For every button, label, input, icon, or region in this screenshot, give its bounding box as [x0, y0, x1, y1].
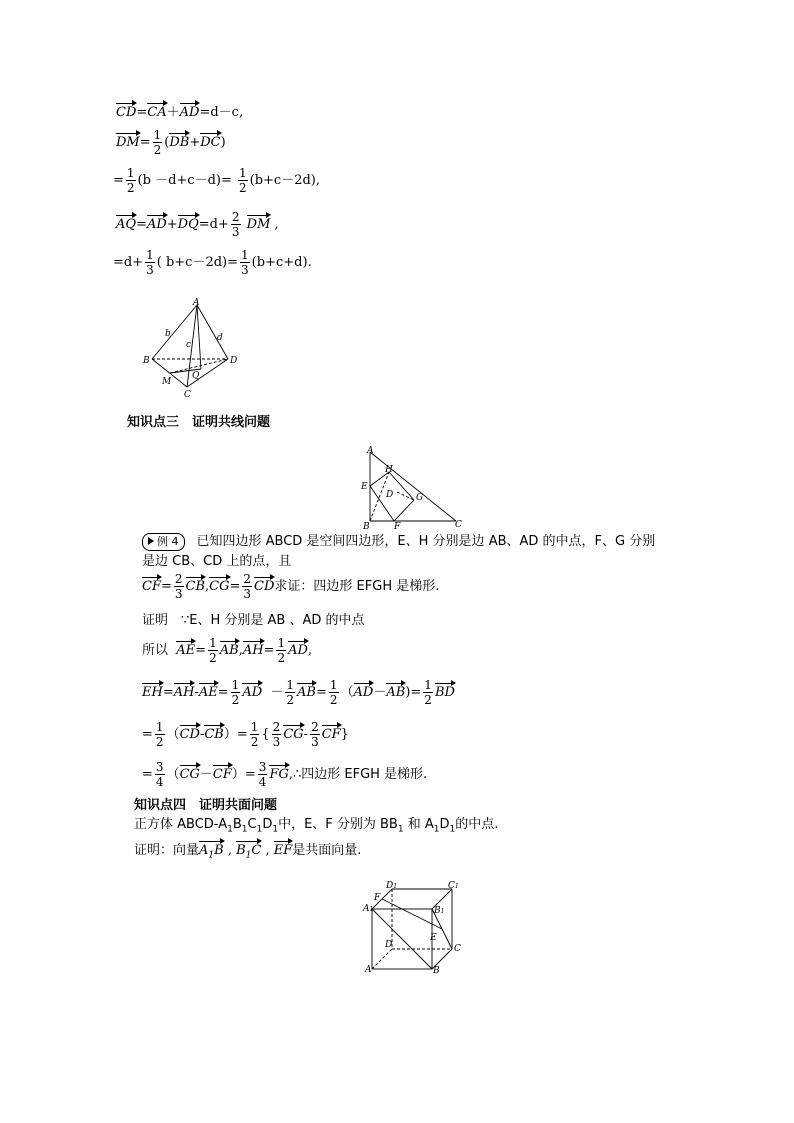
- vector-cf: CF: [142, 576, 161, 595]
- vector-ad: AD: [354, 682, 374, 701]
- proof-line5: = $\frac{3}{4}$ （CG－CF）= $\frac{3}{4}$ FG,∴四边形 EFGH 是梯形.: [142, 760, 428, 789]
- equation-pre: =d+: [198, 217, 229, 232]
- label-d-vec: d: [217, 333, 223, 343]
- vector-eh: EH: [142, 682, 163, 701]
- vector-ah: AH: [174, 682, 195, 701]
- vector-ab: AB: [386, 682, 405, 701]
- vector-cb: CB: [204, 724, 224, 743]
- vector-ae: AE: [199, 682, 218, 701]
- vector-ab: AB: [297, 682, 316, 701]
- vector-dq: DQ: [178, 214, 199, 233]
- label-m: M: [162, 377, 172, 387]
- label-e: E: [430, 933, 437, 943]
- label-c1: C1: [448, 881, 459, 891]
- label-c: C: [184, 390, 191, 398]
- fraction: $\frac{2}{3}$: [272, 720, 281, 749]
- vector-ae: AE: [176, 640, 195, 659]
- section-three-title: 知识点三 证明共线问题: [127, 415, 271, 430]
- vector-cd: CD: [116, 102, 136, 121]
- vector-ad: AD: [180, 102, 200, 121]
- vector-ah: AH: [243, 640, 264, 659]
- label-d: D: [386, 490, 394, 500]
- label-f: F: [394, 522, 401, 530]
- label-c-vec: c: [186, 340, 192, 350]
- vector-ad: AD: [147, 214, 167, 233]
- section-four-line2: 证明：向量$A_1B$ , $B_1C$ , EF是共面向量.: [134, 840, 361, 864]
- quadrilateral-figure: [358, 442, 470, 530]
- vector-cf: CF: [213, 764, 232, 783]
- fraction: $\frac{1}{2}$: [231, 678, 240, 707]
- label-f: F: [374, 893, 381, 903]
- fraction: $\frac{3}{4}$: [155, 760, 164, 789]
- vector-dm: DM: [247, 214, 271, 233]
- tetrahedron-figure: [135, 296, 245, 398]
- label-d: D: [230, 356, 238, 366]
- vector-cd: CD: [254, 576, 274, 595]
- vector-b1c: $B_1C$: [236, 840, 261, 864]
- label-a: A: [193, 298, 200, 308]
- fraction: $\frac{2}{3}$: [243, 572, 252, 601]
- label-a: A: [365, 965, 372, 975]
- label-a: A: [367, 446, 374, 456]
- vector-cd: CD: [180, 724, 200, 743]
- label-q: Q: [192, 371, 200, 381]
- fraction: $\frac{2}{3}$: [174, 572, 183, 601]
- label-d1: D1: [386, 881, 398, 891]
- equation-expand: = $\frac{1}{2}$ (b －d+c－d)= $\frac{1}{2}$ (b+c－2d),: [113, 166, 321, 195]
- vector-ab: AB: [220, 640, 239, 659]
- vector-cg: CG: [283, 724, 303, 743]
- label-e: E: [361, 482, 368, 492]
- equation-aq: AQ=AD+DQ=d+ $\frac{2}{3}$ DM ,: [116, 210, 279, 239]
- example-condition: CF= $\frac{2}{3}$ CB,CG= $\frac{2}{3}$ CD求证：四边形 EFGH 是梯形.: [142, 572, 440, 601]
- example-text: 已知四边形 ABCD 是空间四边形，E、H 分别是边 AB、AD 的中点，F、G 分别: [196, 534, 656, 549]
- proof-so: 所以: [142, 643, 169, 658]
- proof-conclusion: ∴四边形 EFGH 是梯形.: [292, 767, 428, 782]
- label-b: B: [143, 356, 150, 366]
- vector-fg: FG: [269, 764, 288, 783]
- label-b1: B1: [434, 906, 445, 916]
- fraction: $\frac{1}{2}$: [126, 166, 135, 195]
- fraction: $\frac{1}{3}$: [241, 248, 249, 277]
- proof-line4: = $\frac{1}{2}$ （CD-CB）= $\frac{1}{2}$ { $\frac{2}{3}$ CG- $\frac{2}{3}$ CF}: [142, 720, 349, 749]
- label-c: C: [455, 520, 462, 530]
- label-b-vec: b: [165, 329, 171, 339]
- proof-line1: 证明 ∵E、H 分别是 AB 、AD 的中点: [142, 613, 365, 628]
- vector-aq: AQ: [116, 214, 136, 233]
- proof-prefix: 证明：向量: [134, 843, 200, 858]
- equation-mid: ( b+c－2d)=: [156, 255, 239, 270]
- vector-cb: CB: [186, 576, 206, 595]
- equation-result: [113, 248, 312, 277]
- equation-tail: =d－c,: [199, 105, 244, 120]
- equation-tail: ,: [274, 217, 279, 232]
- label-a1: A1: [363, 904, 374, 914]
- equation-tail: (b+c+d).: [251, 255, 312, 270]
- equation-mid: (b －d+c－d)=: [137, 173, 232, 188]
- proof-line2: 所以 AE= $\frac{1}{2}$ AB,AH= $\frac{1}{2}$ AD,: [142, 636, 313, 665]
- example-four-line1: [142, 533, 655, 551]
- vector-dm: DM: [116, 132, 140, 151]
- label-h: H: [385, 465, 393, 475]
- proof-line3: EH=AH-AE= $\frac{1}{2}$ AD － $\frac{1}{2}$ AB= $\frac{1}{2}$ （AD－AB)= $\frac{1}{2}$ BD: [142, 678, 455, 707]
- proof-tail: 是共面向量.: [292, 843, 362, 858]
- example-four-line2: 是边 CB、CD 上的点，且: [142, 554, 292, 569]
- equation-dm: DM= $\frac{1}{2}$ (DB+DC): [116, 128, 226, 157]
- section-four-title: 知识点四 证明共面问题: [134, 798, 278, 813]
- fraction: $\frac{1}{2}$: [153, 128, 162, 157]
- vector-cf: CF: [322, 724, 341, 743]
- cube-figure: [360, 879, 462, 975]
- fraction: $\frac{1}{2}$: [239, 166, 247, 195]
- fraction: $\frac{1}{3}$: [146, 248, 154, 277]
- label-g: G: [416, 493, 424, 503]
- example-claim: 求证：四边形 EFGH 是梯形.: [274, 579, 440, 594]
- fraction: $\frac{1}{2}$: [155, 720, 164, 749]
- fraction: $\frac{1}{2}$: [277, 636, 286, 665]
- vector-cg: CG: [209, 576, 229, 595]
- play-icon: [148, 537, 154, 545]
- fraction: $\frac{1}{2}$: [209, 636, 217, 665]
- vector-ca: CA: [147, 102, 166, 121]
- equation-cd: CD=CA＋AD=d－c,: [116, 102, 243, 121]
- fraction: $\frac{1}{2}$: [329, 678, 338, 707]
- equation-pre: =d+: [113, 255, 144, 270]
- fraction: $\frac{2}{3}$: [231, 210, 240, 239]
- fraction: $\frac{2}{3}$: [311, 720, 319, 749]
- fraction: $\frac{1}{2}$: [286, 678, 295, 707]
- vector-bd: BD: [435, 682, 455, 701]
- label-c: C: [454, 944, 461, 954]
- fraction: $\frac{1}{2}$: [424, 678, 432, 707]
- vector-dc: DC: [200, 132, 220, 151]
- section-four-line1: 正方体 ABCD-$A_1B_1C_1D_1$中，E、F 分别为 $BB_1$ 和 $A_1D_1$的中点.: [134, 817, 499, 835]
- equation-tail: (b+c－2d),: [249, 173, 321, 188]
- example-badge: 例 4: [142, 533, 185, 551]
- vector-db: DB: [169, 132, 189, 151]
- vector-a1b: $A_1B$: [199, 840, 224, 864]
- vector-ef: EF: [274, 840, 293, 859]
- vector-ad: AD: [288, 640, 308, 659]
- fraction: $\frac{1}{2}$: [250, 720, 259, 749]
- fraction: $\frac{3}{4}$: [258, 760, 267, 789]
- label-d: D: [385, 940, 393, 950]
- vector-ad: AD: [242, 682, 262, 701]
- label-b: B: [363, 522, 370, 530]
- label-b: B: [433, 966, 440, 975]
- vector-cg: CG: [180, 764, 200, 783]
